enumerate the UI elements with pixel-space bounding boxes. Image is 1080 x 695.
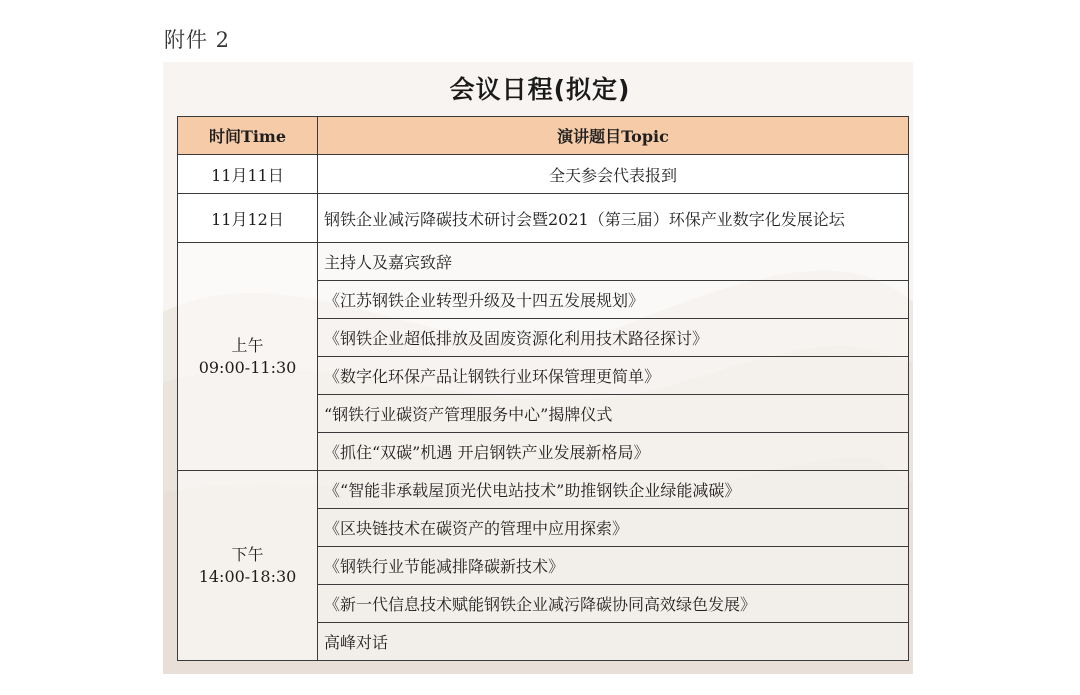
agenda-item: 《江苏钢铁企业转型升级及十四五发展规划》: [318, 281, 909, 319]
session-name: 上午: [231, 335, 264, 355]
topic-cell: 全天参会代表报到: [318, 155, 909, 194]
agenda-item: 高峰对话: [318, 623, 909, 661]
session-time: 09:00-11:30: [198, 357, 297, 377]
forum-title-cell: 钢铁企业减污降碳技术研讨会暨2021（第三届）环保产业数字化发展论坛: [318, 194, 909, 243]
agenda-item: 《抓住“双碳”机遇 开启钢铁产业发展新格局》: [318, 433, 909, 471]
agenda-item: 《数字化环保产品让钢铁行业环保管理更简单》: [318, 357, 909, 395]
agenda-item: “钢铁行业碳资产管理服务中心”揭牌仪式: [318, 395, 909, 433]
date-cell: 11月12日: [178, 194, 318, 243]
session-time: 14:00-18:30: [198, 566, 297, 586]
time-column-header: 时间Time: [178, 117, 318, 155]
afternoon-session-cell: [178, 471, 318, 661]
agenda-item: 《钢铁行业节能减排降碳新技术》: [318, 547, 909, 585]
agenda-item: 《新一代信息技术赋能钢铁企业减污降碳协同高效绿色发展》: [318, 585, 909, 623]
agenda-item: 《钢铁企业超低排放及固废资源化利用技术路径探讨》: [318, 319, 909, 357]
attachment-label: 附件 2: [164, 28, 231, 52]
table-row: [178, 471, 909, 509]
topic-column-header: 演讲题目Topic: [318, 117, 909, 155]
table-header-row: [178, 117, 909, 155]
session-name: 下午: [231, 544, 264, 564]
document-title: 会议日程(拟定): [449, 75, 631, 104]
table-row-nov11: [178, 155, 909, 194]
table-row: [178, 243, 909, 281]
agenda-item: 《区块链技术在碳资产的管理中应用探索》: [318, 509, 909, 547]
table-row-nov12: [178, 194, 909, 243]
agenda-item: 主持人及嘉宾致辞: [318, 243, 909, 281]
morning-session-cell: [178, 243, 318, 471]
date-cell: 11月11日: [178, 155, 318, 194]
agenda-table: [177, 116, 909, 661]
agenda-item: 《“智能非承载屋顶光伏电站技术”助推钢铁企业绿能减碳》: [318, 471, 909, 509]
